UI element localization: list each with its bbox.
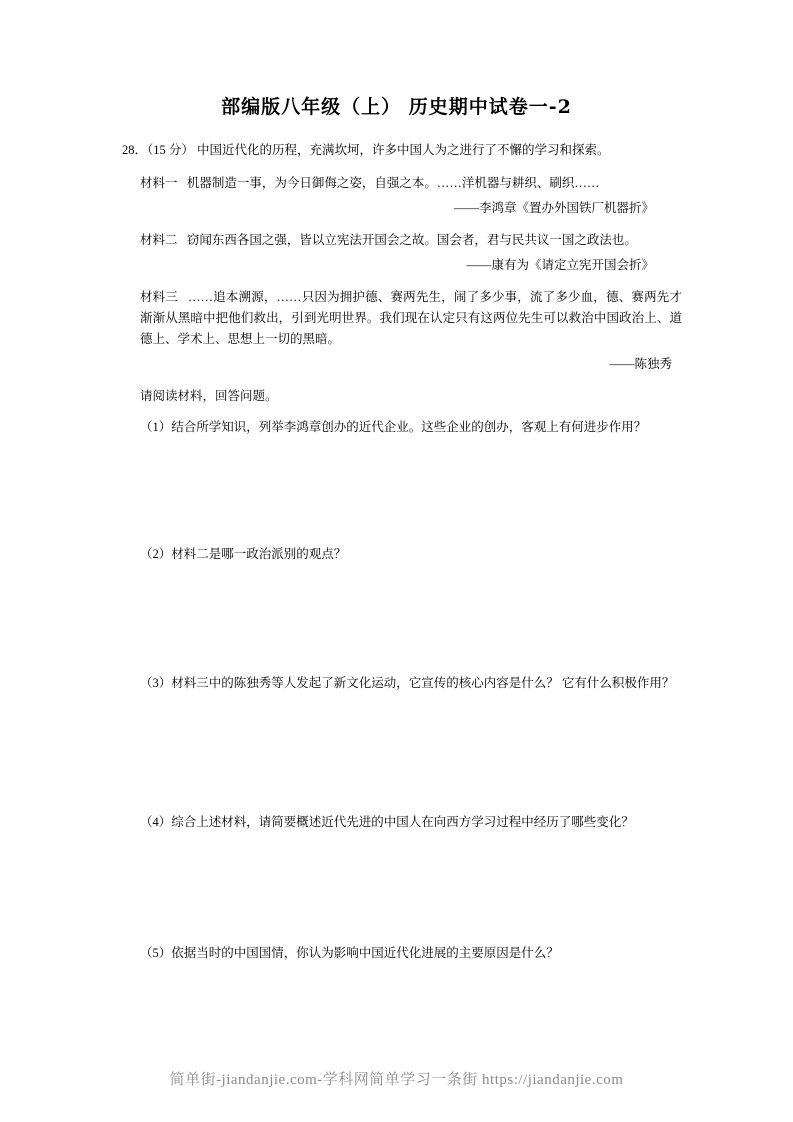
material-2-text: 窃闻东西各国之强，皆以立宪法开国会之故。国会者，君与民共议一国之政法也。 bbox=[186, 233, 637, 247]
material-1-text: 机器制造一事，为今日御侮之姿，自强之本。……洋机器与耕织、刷织…… bbox=[186, 176, 600, 190]
answer-space-4 bbox=[122, 843, 682, 943]
material-3-text: ……追本溯源，……只因为拥护德、赛两先生，闹了多少事，流了多少血，德、赛两先才渐渐从黑暗中把他们救出，引到光明世界。我们现在认定只有这两位先生可以救治中国政治上、道德上、学术上、思想上一切的黑暗。 bbox=[140, 290, 682, 346]
page-title: 部编版八年级（上） 历史期中试卷一-2 bbox=[221, 96, 572, 118]
question-header bbox=[122, 140, 682, 160]
document-body bbox=[122, 140, 682, 974]
sub-question-2: （2）材料二是哪一政治派别的观点？ bbox=[140, 547, 347, 561]
material-1-label: 材料一 bbox=[140, 176, 178, 190]
sub-question-4: （4）综合上述材料，请简要概述近代先进的中国人在向西方学习过程中经历了哪些变化？ bbox=[140, 815, 634, 829]
sub-question-3: （3）材料三中的陈独秀等人发起了新文化运动，它宣传的核心内容是什么？ 它有什么积极作用？ bbox=[140, 676, 675, 690]
material-1-source: ——李鸿章《置办外国铁厂机器折》 bbox=[453, 201, 654, 215]
material-3-source: ——陈独秀 bbox=[609, 357, 672, 371]
question-stem: 中国近代化的历程，充满坎坷，许多中国人为之进行了不懈的学习和探索。 bbox=[197, 143, 610, 157]
material-2 bbox=[122, 230, 682, 251]
sub-question-1: （1）结合所学知识，列举李鸿章创办的近代企业。这些企业的创办，客观上有何进步作用？ bbox=[140, 420, 647, 434]
answer-space-2 bbox=[122, 575, 682, 673]
question-number: 28．（15 分） bbox=[122, 143, 194, 157]
material-1 bbox=[122, 173, 682, 194]
material-3 bbox=[122, 287, 682, 350]
sub-question-5: （5）依据当时的中国国情，你认为影响中国近代化进展的主要原因是什么？ bbox=[140, 946, 559, 960]
material-2-label: 材料二 bbox=[140, 233, 178, 247]
answer-space-3 bbox=[122, 704, 682, 812]
answer-space-1 bbox=[122, 448, 682, 544]
instruction-line: 请阅读材料，回答问题。 bbox=[140, 389, 278, 403]
footer-watermark: 简单街-jiandanjie.com-学科网简单学习一条街 https://jiandanjie.com bbox=[169, 1072, 624, 1088]
material-3-label: 材料三 bbox=[140, 290, 179, 304]
material-2-source: ——康有为《请定立宪开国会折》 bbox=[466, 258, 654, 272]
